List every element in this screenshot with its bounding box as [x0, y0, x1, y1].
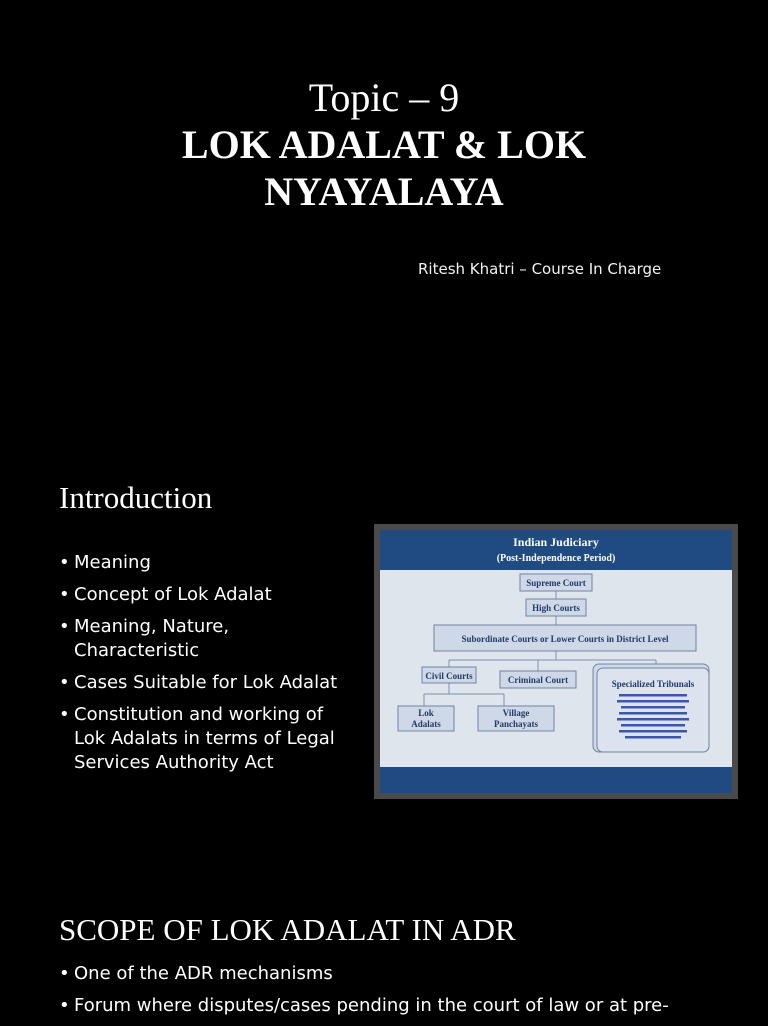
introduction-heading: Introduction: [59, 480, 213, 515]
svg-text:Supreme Court: Supreme Court: [526, 578, 586, 588]
svg-text:Criminal Court: Criminal Court: [507, 675, 569, 685]
indian-judiciary-diagram: [374, 524, 738, 799]
diagram-subtitle: (Post-Independence Period): [496, 553, 616, 564]
high-courts-node: [526, 599, 586, 616]
svg-text:Panchayats: Panchayats: [493, 719, 539, 729]
svg-text:Adalats: Adalats: [411, 719, 441, 729]
svg-text:Specialized Tribunals: Specialized Tribunals: [611, 679, 695, 689]
bullet-item: • Forum where disputes/cases pending in the court of law or at pre-: [59, 994, 739, 1018]
civil-courts-node: [422, 667, 476, 683]
criminal-court-node: [500, 671, 576, 688]
title-line: LOK ADALAT & LOK: [181, 122, 587, 167]
svg-text:Lok: Lok: [418, 708, 434, 718]
svg-text:Civil Courts: Civil Courts: [425, 671, 473, 681]
svg-text:Village: Village: [502, 708, 530, 718]
subordinate-courts-node: [434, 625, 696, 651]
village-panchayats-node: [478, 706, 554, 731]
judiciary-chart-svg: [374, 524, 738, 799]
title-line: NYAYALAYA: [264, 169, 504, 214]
diagram-footer-bar: [380, 767, 732, 793]
introduction-bullet-list: [59, 551, 359, 783]
lok-adalats-node: [398, 706, 454, 731]
specialized-tribunals-node: [593, 664, 709, 752]
svg-text:High Courts: High Courts: [532, 603, 580, 613]
bullet-item: • Concept of Lok Adalat: [59, 583, 359, 607]
bullet-item: • Meaning: [59, 551, 359, 575]
slide-title: [0, 74, 768, 215]
diagram-title: Indian Judiciary: [513, 535, 599, 549]
supreme-court-node: [520, 574, 592, 591]
bullet-item: • Constitution and working of Lok Adalats in terms of Legal Services Authority Act: [59, 703, 359, 775]
topic-number: Topic – 9: [308, 75, 460, 120]
bullet-item: • One of the ADR mechanisms: [59, 962, 739, 986]
bullet-item: • Meaning, Nature, Characteristic: [59, 615, 359, 663]
scope-heading: SCOPE OF LOK ADALAT IN ADR: [59, 912, 516, 947]
svg-text:Subordinate Courts or Lower Co: Subordinate Courts or Lower Courts in District Level: [461, 634, 669, 644]
scope-bullet-list: [59, 962, 739, 1026]
bullet-item: • Cases Suitable for Lok Adalat: [59, 671, 359, 695]
presenter-credit: Ritesh Khatri – Course In Charge: [418, 260, 662, 278]
